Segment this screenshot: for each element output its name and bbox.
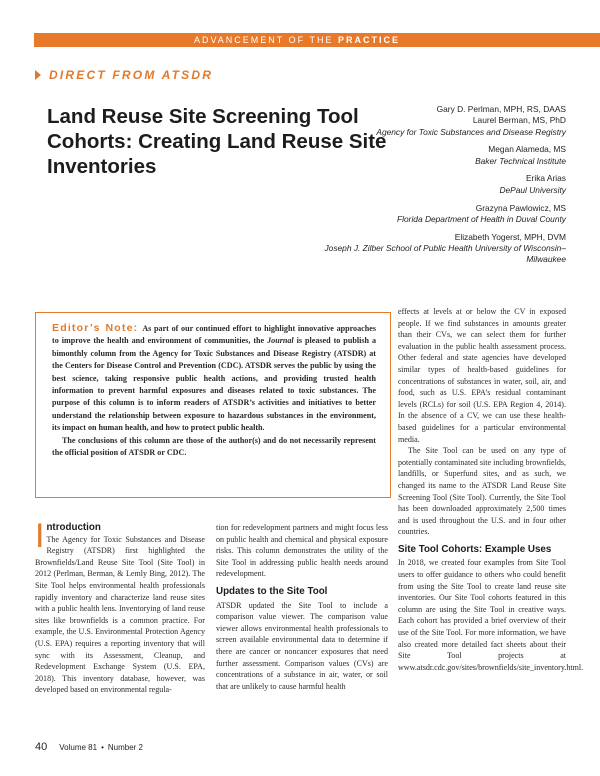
body-paragraph: tion for redevelopment partners and might focus less on public health and chemical and physical exposure risks. This column demonstrates the utility of the Site Tool in addressing public health needs around redevelopment. — [216, 523, 388, 579]
author-name: Gary D. Perlman, MPH, RS, DAAS — [436, 104, 566, 114]
department-text: DIRECT FROM ATSDR — [49, 68, 214, 82]
column-right — [398, 306, 584, 673]
editors-note-disclaimer: The conclusions of this column are those of the author(s) and do not necessarily represent the official position of ATSDR or CDC. — [52, 435, 376, 458]
author-name: Laurel Berman, MS, PhD — [472, 115, 566, 126]
author-affiliation: Agency for Toxic Substances and Disease Registry — [376, 126, 566, 137]
editors-note-label: Editor’s Note: — [52, 322, 139, 334]
author-block — [316, 203, 566, 226]
banner-emphasis: PRACTICE — [337, 35, 400, 45]
editors-note-paragraph — [52, 322, 376, 435]
section-heading-updates: Updates to the Site Tool — [216, 585, 328, 597]
editors-note-text: As part of our continued effort to highlight innovative approaches to improve the health and environment of communities, the — [52, 324, 376, 346]
separator-bullet: • — [101, 743, 104, 752]
author-block — [316, 232, 566, 266]
editors-note-text: is pleased to publish a bimonthly column from the Agency for Toxic Substances and Disease Registry (ATSDR) at the Centers for Disease Control and Prevention (CDC). ATSDR serves the public by using the best science, taking responsive public health actions, and providing trusted health information to prevent harmful exposures and diseases related to toxic substances. The purpose of this column is to inform readers of ATSDR’s activities and initiatives to better understand the relationship between exposure to hazardous substances in the environment, its impact on human health, and how to protect public health. — [52, 336, 376, 433]
volume-label: Volume 81 — [59, 743, 98, 752]
author-block — [316, 104, 566, 138]
author-name: Elizabeth Yogerst, MPH, DVM — [454, 231, 566, 242]
triangle-bullet-icon — [35, 70, 41, 80]
author-name: Grazyna Pawlowicz, MS — [475, 202, 566, 213]
section-heading-introduction: ntroduction — [46, 522, 101, 533]
issue-number: Number 2 — [107, 743, 143, 752]
author-block — [316, 173, 566, 196]
journal-name: Journal — [267, 336, 294, 346]
author-affiliation: DePaul University — [499, 184, 566, 195]
author-name: Erika Arias — [525, 173, 566, 184]
body-paragraph: ATSDR updated the Site Tool to include a comparison value viewer. The comparison value viewer allows environmental health professionals to screen available environmental data to determine if there are cancer or noncancer exposures that need further assessment. Comparison values (CVs) are concentrations of a substance in air, water, or soil that are unlikely to cause harmful health — [216, 600, 388, 691]
banner-prefix: ADVANCEMENT OF THE — [193, 35, 338, 45]
author-affiliation: Florida Department of Health in Duval County — [397, 213, 566, 224]
body-paragraph: The Agency for Toxic Substances and Disease Registry (ATSDR) first highlighted the Brownfields/Land Reuse Site Tool (Site Tool) in 2012 (Perlman, Berman, & Lemly Bing, 2012). The Site Tool helps environmental health professionals rapidly inventory and characterize land reuse sites with a public health lens. Inventorying of land reuse sites like brownfields is a common practice. For example, the U.S. Environmental Protection Agency (U.S. EPA) requires a reporting inventory that will sync with its Assessment, Cleanup, and Redevelopment Exchange System (U.S. EPA, 2018). This inventory database, however, was developed based on environmental regula- — [35, 534, 205, 695]
author-list — [316, 104, 566, 272]
author-block — [316, 144, 566, 167]
section-banner — [34, 33, 600, 47]
page-footer — [35, 741, 143, 753]
column-middle — [216, 522, 388, 692]
editors-note-box — [35, 312, 391, 498]
column-left — [35, 517, 205, 696]
department-label — [35, 68, 213, 82]
author-name: Megan Alameda, MS — [488, 144, 566, 155]
body-paragraph: The Site Tool can be used on any type of potentially contaminated site including brownfields, landfills, or Superfund sites, and as such, we changed its name to the ATSDR Land Reuse Site Screening Tool (Site Tool). Currently, the Site Tool has been downloaded approximately 2,500 times and is used throughout the U.S. and in four other countries. — [398, 446, 566, 537]
body-paragraph: In 2018, we created four examples from Site Tool users to offer guidance to others who could benefit from using the Site Tool to create land reuse site inventories. Our Site Tool cohorts featured in this column are using the Site Tool in creative ways. Each cohort has provided a brief overview of their use of the Site Tool. For more information, we have also created more detailed fact sheets about their Site Tool projects at www.atsdr.cdc.gov/sites/brownfields/site_inventory.html. — [398, 558, 584, 672]
section-heading-cohorts: Site Tool Cohorts: Example Uses — [398, 543, 552, 555]
author-affiliation: Joseph J. Zilber School of Public Health University of Wisconsin–Milwaukee — [324, 242, 566, 265]
drop-cap: I — [35, 517, 45, 555]
body-paragraph: effects at levels at or below the CV in exposed people. If we find substances in amounts greater than their CVs, we can select them for further evaluation in the public health assessment process. Other federal and state agencies have developed similar types of health-based guidelines for concentrations of substances in water, soil, air, and food, such as U.S. EPA’s residual contaminant levels (RCLs) for soil (U.S. EPA Region 4, 2014). In the absence of a CV, we can use these health-based guidelines for a particular environmental media. — [398, 307, 566, 444]
author-affiliation: Baker Technical Institute — [475, 155, 566, 166]
page-number: 40 — [35, 741, 48, 753]
article-title: Land Reuse Site Screening Tool Cohorts: Creating Land Reuse Site Inventories — [47, 105, 387, 178]
